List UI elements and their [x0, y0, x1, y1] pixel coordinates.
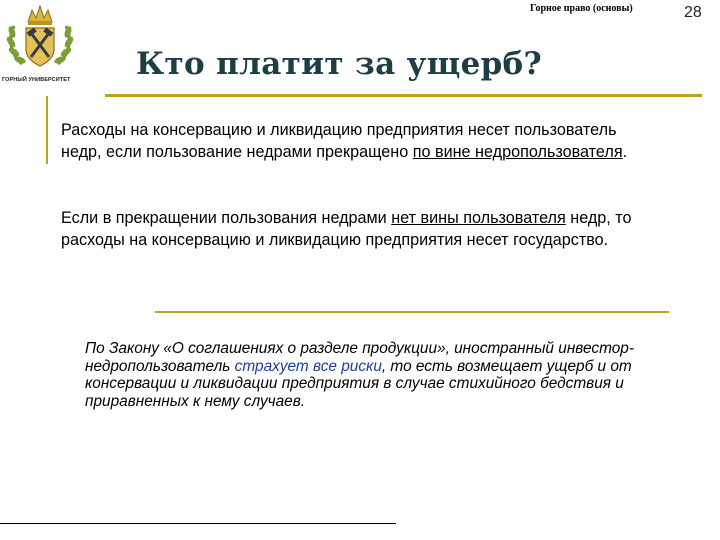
footer-line	[0, 523, 396, 524]
logo-caption: ГОРНЫЙ УНИВЕРСИТЕТ	[2, 77, 71, 83]
paragraph-text: .	[622, 142, 628, 161]
note-text: , то есть возмещает ущерб и от консервации и ликвидации предприятия в случае стихийного бедствия и приравненных к нему случаев.	[85, 357, 632, 410]
underlined-phrase: по вине недропользователя	[412, 142, 623, 161]
paragraph-text: Если в прекращении пользования недрами	[61, 209, 392, 227]
slide-title: Кто платит за ущерб?	[136, 46, 543, 82]
paragraph-state-costs	[61, 208, 661, 251]
left-accent-line	[46, 96, 48, 164]
underlined-phrase: нет вины пользователя	[391, 209, 566, 227]
law-note	[85, 340, 675, 410]
paragraph-text: Расходы на консервацию и ликвидацию предприятия несет пользователь недр, если пользование недрами прекращено	[61, 121, 617, 161]
emblem-icon	[2, 2, 78, 78]
title-divider	[105, 94, 702, 97]
page-number: 28	[684, 4, 702, 21]
highlighted-phrase: страхует все риски	[234, 357, 382, 375]
paragraph-liquidation-costs	[61, 120, 661, 163]
course-title: Горное право (основы)	[530, 3, 633, 14]
note-text: По Закону «О соглашениях о разделе продукции», иностранный инвестор-недропользователь	[85, 340, 634, 375]
paragraph-text: недр, то расходы на консервацию и ликвидацию предприятия несет государство.	[61, 209, 632, 249]
section-divider	[155, 311, 669, 313]
